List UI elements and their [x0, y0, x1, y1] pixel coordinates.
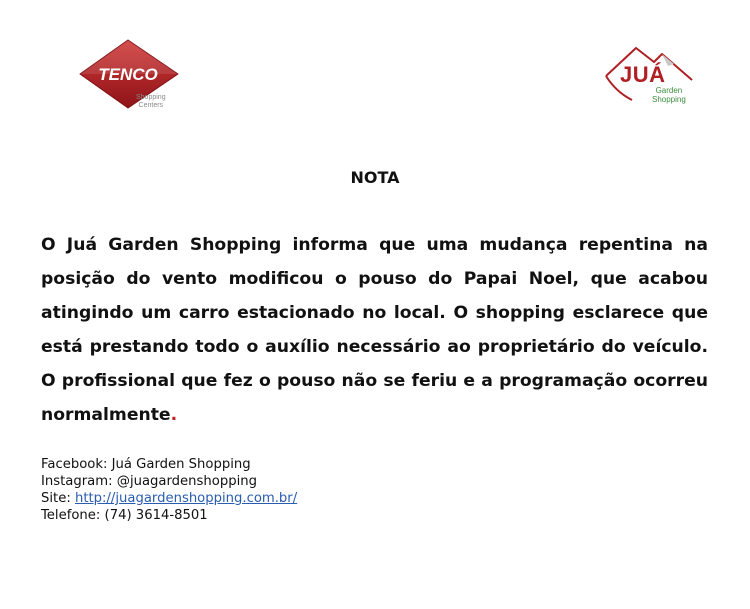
tenco-logo-subtitle: Shopping Centers — [136, 94, 166, 109]
jua-logo-subtitle: Garden Shopping — [652, 86, 686, 104]
instagram-row: Instagram: @juagardenshopping — [41, 474, 257, 489]
jua-logo — [602, 40, 702, 112]
facebook-row: Facebook: Juá Garden Shopping — [41, 457, 251, 472]
note-body-period: . — [170, 405, 178, 425]
facebook-value: Juá Garden Shopping — [111, 457, 251, 472]
phone-row: Telefone: (74) 3614-8501 — [41, 508, 208, 523]
site-row: Site: http://juagardenshopping.com.br/ — [41, 491, 298, 506]
site-link[interactable]: http://juagardenshopping.com.br/ — [74, 491, 298, 506]
tenco-logo — [76, 36, 188, 118]
contact-block — [41, 456, 297, 524]
instagram-value: @juagardenshopping — [116, 474, 257, 489]
phone-value: (74) 3614-8501 — [104, 508, 208, 523]
jua-logo-name: JUÁ — [620, 62, 666, 87]
tenco-logo-mark — [76, 36, 188, 118]
tenco-logo-name: TENCO — [98, 65, 158, 84]
note-body-text: O Juá Garden Shopping informa que uma mudança repentina na posição do vento modificou o pouso do Papai Noel, que acabou atingindo um carro estacionado no local. O shopping esclarece que está prestando todo o auxílio necessário ao proprietário do veículo. O profissional que fez o pouso não se feriu e a programação ocorreu normalmente — [41, 235, 708, 425]
page-title: NOTA — [350, 168, 400, 187]
note-body — [41, 228, 708, 432]
